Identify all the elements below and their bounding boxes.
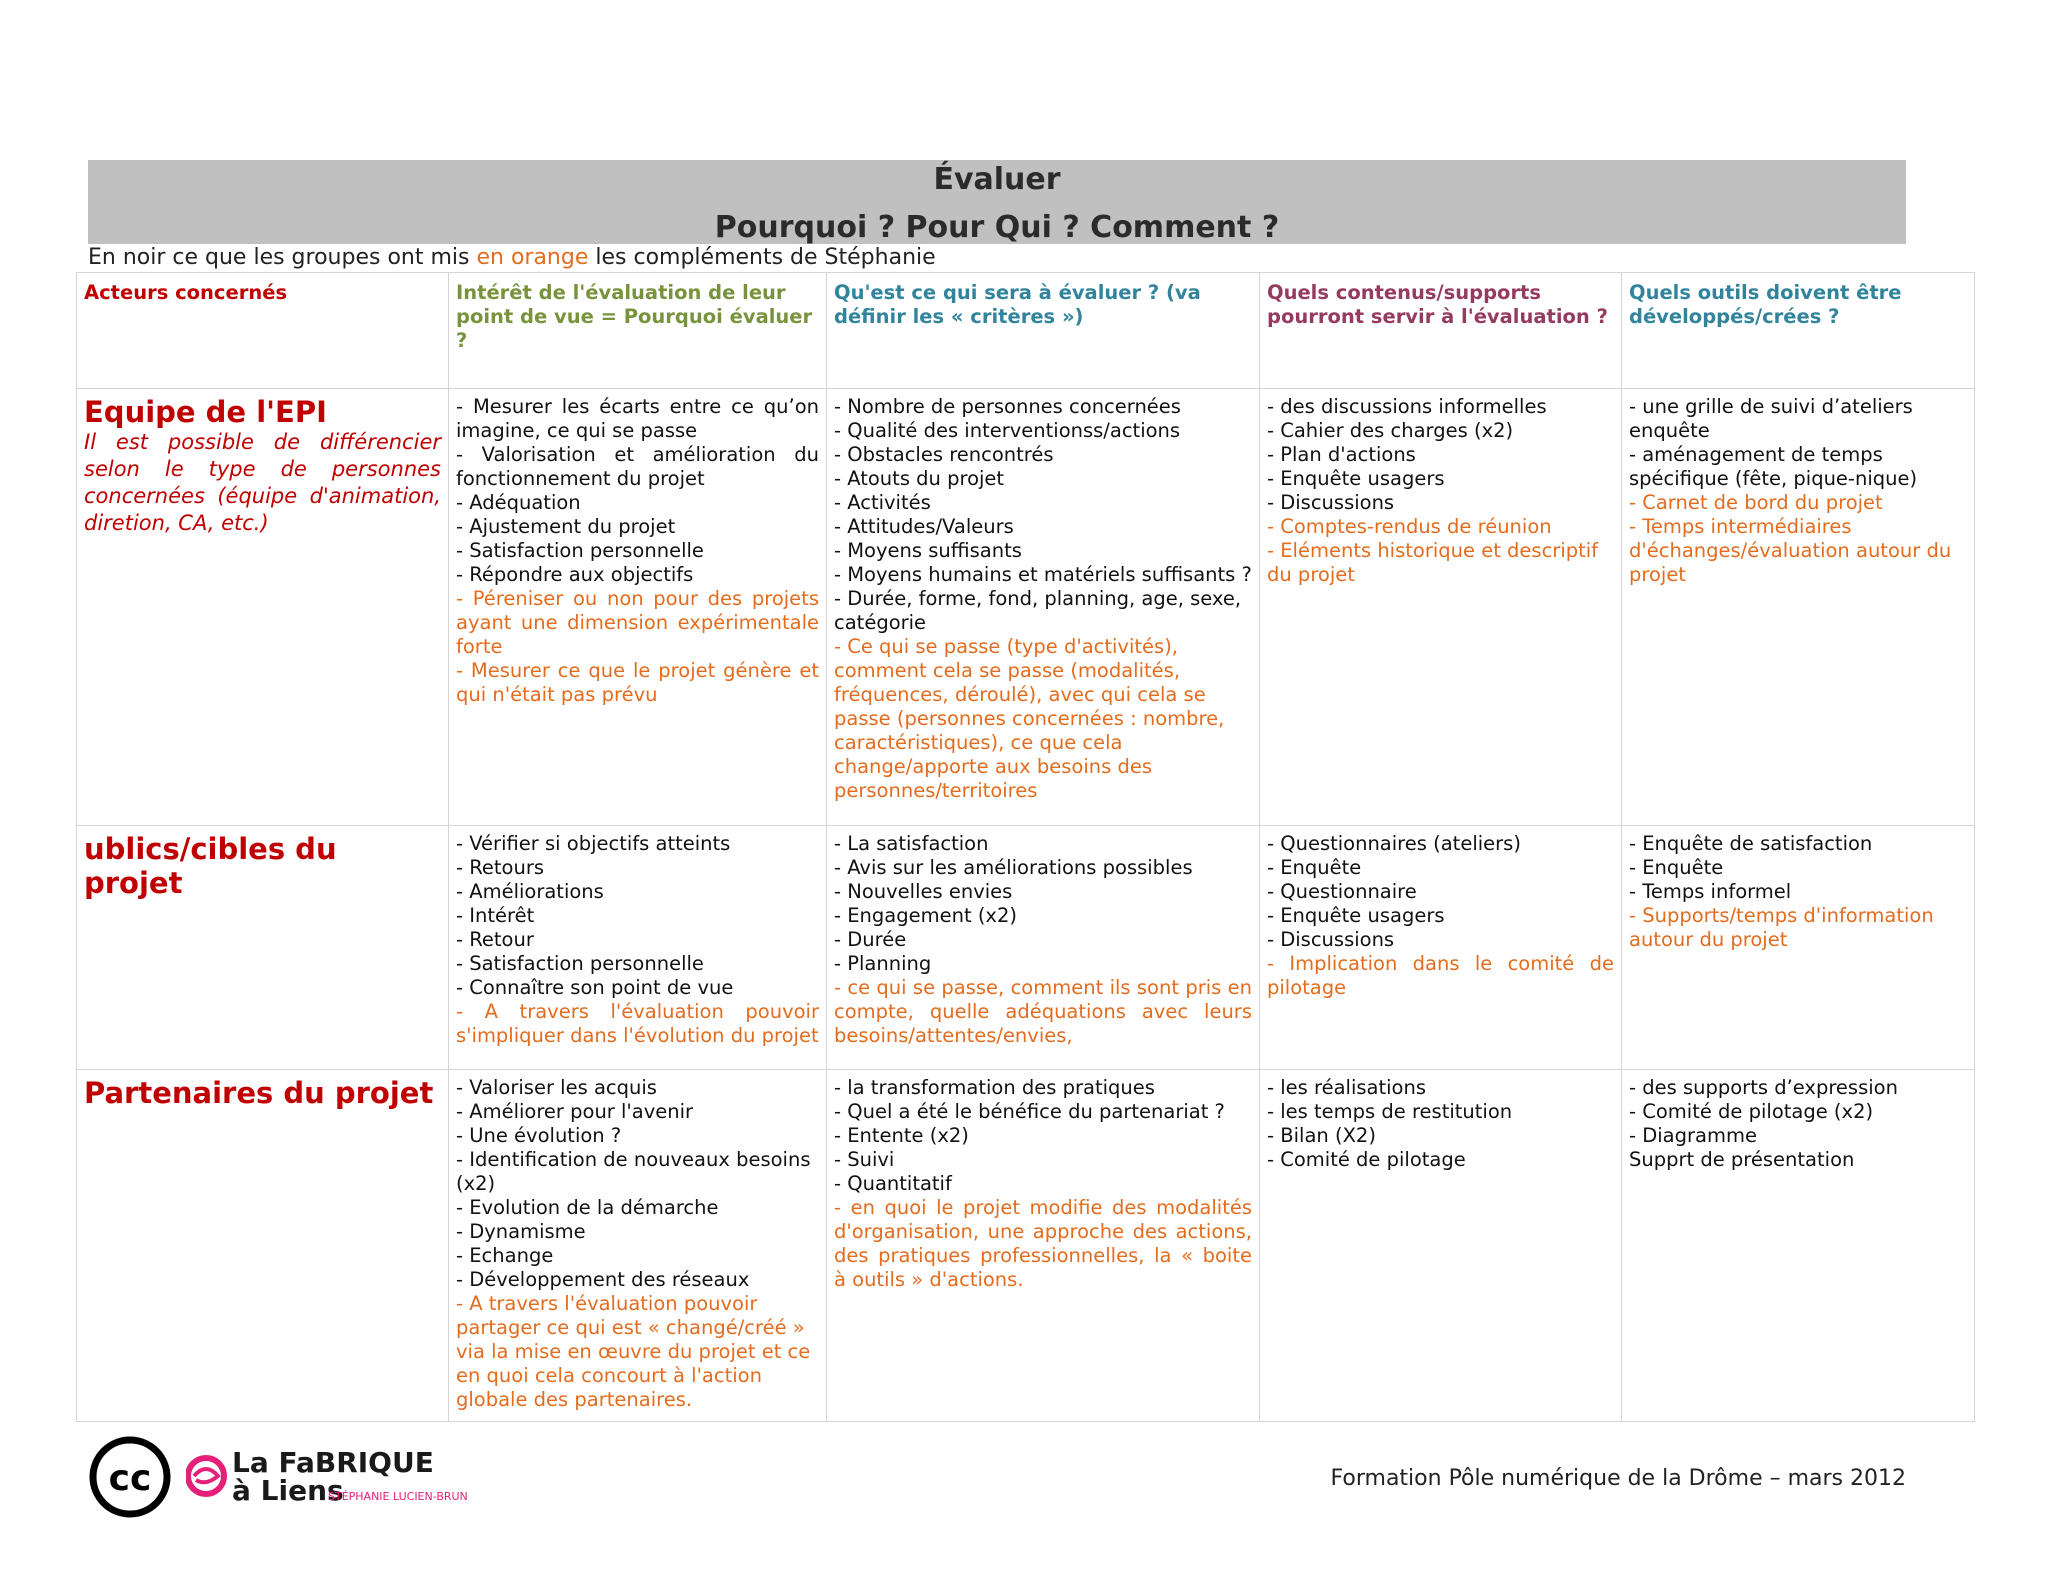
list-item: - Diagramme <box>1629 1124 1757 1147</box>
legend-trailing-text: les compléments de Stéphanie <box>588 245 936 270</box>
list-item: - Retour <box>456 928 534 951</box>
table-row <box>77 826 1975 1070</box>
evaluation-table <box>76 272 1975 1422</box>
list-item: - Plan d'actions <box>1267 443 1416 466</box>
list-item: - Satisfaction personnelle <box>456 952 704 975</box>
row-title: Equipe de l'EPI <box>84 395 327 429</box>
col-header-supports: Quels contenus/supports pourront servir à l'évaluation ? <box>1260 273 1622 389</box>
list-item: - des discussions informelles <box>1267 395 1547 418</box>
list-item: - Identification de nouveaux besoins (x2) <box>456 1148 811 1195</box>
footer-credit: Formation Pôle numérique de la Drôme – mars 2012 <box>1330 1466 1906 1491</box>
cc-logo-text: cc <box>108 1458 152 1499</box>
list-item: - Adéquation <box>456 491 581 514</box>
list-item: - La satisfaction <box>834 832 989 855</box>
color-legend <box>88 244 936 272</box>
list-item: - Enquête de satisfaction <box>1629 832 1873 855</box>
list-item: Supprt de présentation <box>1629 1148 1855 1171</box>
legend-black-text: En noir ce que les groupes ont mis <box>88 245 477 270</box>
supports-cell <box>1260 1070 1622 1422</box>
list-item: - Valorisation et amélioration du fonctionnement du projet <box>456 443 819 490</box>
complement-item: - Mesurer ce que le projet génère et qui n'était pas prévu <box>456 659 819 706</box>
list-item: - Qualité des interventionss/actions <box>834 419 1181 442</box>
list-item: - aménagement de temps spécifique (fête, pique-nique) <box>1629 443 1918 490</box>
complement-item: - Implication dans le comité de pilotage <box>1267 952 1614 999</box>
list-item: - Questionnaire <box>1267 880 1417 903</box>
list-item: - une grille de suivi d’ateliers enquête <box>1629 395 1913 442</box>
list-item: - Dynamisme <box>456 1220 586 1243</box>
list-item: - Planning <box>834 952 932 975</box>
interest-cell <box>449 389 827 826</box>
tools-cell <box>1622 1070 1975 1422</box>
list-item: - les temps de restitution <box>1267 1100 1513 1123</box>
brand-line-1: La FaBRIQUE <box>232 1446 434 1479</box>
list-item: - Questionnaires (ateliers) <box>1267 832 1521 855</box>
complement-item: - ce qui se passe, comment ils sont pris en compte, quelle adéquations avec leurs besoins/attentes/envies, <box>834 976 1252 1047</box>
complement-item: - Péreniser ou non pour des projets ayant une dimension expérimentale forte <box>456 587 819 658</box>
list-item: - Evolution de la démarche <box>456 1196 719 1219</box>
list-item: - Durée, forme, fond, planning, age, sexe, catégorie <box>834 587 1242 634</box>
list-item: - Enquête <box>1629 856 1724 879</box>
list-item: - Engagement (x2) <box>834 904 1017 927</box>
criteria-cell <box>827 389 1260 826</box>
criteria-cell <box>827 826 1260 1070</box>
list-item: - Durée <box>834 928 907 951</box>
row-note: Il est possible de différencier selon le type de personnes concernées (équipe d'animation, diretion, CA, etc.) <box>84 430 441 535</box>
list-item: - Moyens humains et matériels suffisants ? <box>834 563 1252 586</box>
list-item: - Quantitatif <box>834 1172 952 1195</box>
list-item: - Mesurer les écarts entre ce qu’on imagine, ce qui se passe <box>456 395 819 442</box>
row-title: ublics/cibles du projet <box>84 832 337 900</box>
list-item: - Suivi <box>834 1148 895 1171</box>
list-item: - Ajustement du projet <box>456 515 676 538</box>
list-item: - Une évolution ? <box>456 1124 622 1147</box>
interest-cell <box>449 826 827 1070</box>
list-item: - Avis sur les améliorations possibles <box>834 856 1193 879</box>
list-item: - Répondre aux objectifs <box>456 563 694 586</box>
list-item: - Comité de pilotage (x2) <box>1629 1100 1874 1123</box>
tools-cell <box>1622 389 1975 826</box>
list-item: - les réalisations <box>1267 1076 1426 1099</box>
fabrique-a-liens-logo <box>186 1440 476 1510</box>
list-item: - Cahier des charges (x2) <box>1267 419 1514 442</box>
page-title: Évaluer <box>933 162 1061 197</box>
complement-item: - Eléments historique et descriptif du projet <box>1267 539 1599 586</box>
list-item: - Atouts du projet <box>834 467 1005 490</box>
list-item: - Comité de pilotage <box>1267 1148 1466 1171</box>
complement-item: - A travers l'évaluation pouvoir partager ce qui est « changé/créé » via la mise en œuvre du projet et ce en quoi cela concourt à l'action globale des partenaires. <box>456 1292 811 1411</box>
list-item: - la transformation des pratiques <box>834 1076 1155 1099</box>
list-item: - Obstacles rencontrés <box>834 443 1054 466</box>
table-row <box>77 389 1975 826</box>
supports-cell <box>1260 389 1622 826</box>
col-header-criteria: Qu'est ce qui sera à évaluer ? (va définir les « critères ») <box>827 273 1260 389</box>
complement-item: - Temps intermédiaires d'échanges/évaluation autour du projet <box>1629 515 1952 586</box>
legend-orange-text: en orange <box>476 245 589 270</box>
page-subtitle: Pourquoi ? Pour Qui ? Comment ? <box>714 210 1280 245</box>
col-header-tools: Quels outils doivent être développés/crées ? <box>1622 273 1975 389</box>
list-item: - Améliorations <box>456 880 604 903</box>
complement-item: - A travers l'évaluation pouvoir s'impliquer dans l'évolution du projet <box>456 1000 819 1047</box>
list-item: - Temps informel <box>1629 880 1792 903</box>
list-item: - Nombre de personnes concernées <box>834 395 1181 418</box>
list-item: - des supports d’expression <box>1629 1076 1898 1099</box>
list-item: - Quel a été le bénéfice du partenariat ? <box>834 1100 1225 1123</box>
list-item: - Connaître son point de vue <box>456 976 734 999</box>
brand-line-2: à Liens <box>232 1474 344 1507</box>
interest-cell <box>449 1070 827 1422</box>
list-item: - Satisfaction personnelle <box>456 539 704 562</box>
brand-author: STÉPHANIE LUCIEN-BRUN <box>328 1490 468 1503</box>
creative-commons-icon <box>84 1436 176 1518</box>
complement-item: - Comptes-rendus de réunion <box>1267 515 1552 538</box>
list-item: - Retours <box>456 856 545 879</box>
supports-cell <box>1260 826 1622 1070</box>
complement-item: - en quoi le projet modifie des modalités d'organisation, une approche des actions, des pratiques professionnelles, la « boite à outils » d'actions. <box>834 1196 1252 1291</box>
list-item: - Développement des réseaux <box>456 1268 750 1291</box>
list-item: - Intérêt <box>456 904 535 927</box>
row-title: Partenaires du projet <box>84 1076 434 1110</box>
list-item: - Enquête <box>1267 856 1362 879</box>
list-item: - Discussions <box>1267 491 1395 514</box>
list-item: - Activités <box>834 491 931 514</box>
list-item: - Enquête usagers <box>1267 904 1445 927</box>
complement-item: - Supports/temps d'information autour du projet <box>1629 904 1934 951</box>
col-header-interest: Intérêt de l'évaluation de leur point de vue = Pourquoi évaluer ? <box>449 273 827 389</box>
row-actor-cell <box>77 389 449 826</box>
title-banner <box>88 160 1906 244</box>
col-header-actors: Acteurs concernés <box>77 273 449 389</box>
row-actor-cell <box>77 1070 449 1422</box>
row-actor-cell <box>77 826 449 1070</box>
list-item: - Améliorer pour l'avenir <box>456 1100 694 1123</box>
list-item: - Bilan (X2) <box>1267 1124 1376 1147</box>
header-row <box>77 273 1975 389</box>
list-item: - Vérifier si objectifs atteints <box>456 832 731 855</box>
table-row <box>77 1070 1975 1422</box>
list-item: - Attitudes/Valeurs <box>834 515 1014 538</box>
complement-item: - Ce qui se passe (type d'activités), comment cela se passe (modalités, fréquences, déroulé), avec qui cela se passe (personnes concernées : nombre, caractéristiques), ce que cela change/apporte aux besoins des personnes/territoires <box>834 635 1225 802</box>
tools-cell <box>1622 826 1975 1070</box>
list-item: - Valoriser les acquis <box>456 1076 657 1099</box>
list-item: - Moyens suffisants <box>834 539 1022 562</box>
list-item: - Enquête usagers <box>1267 467 1445 490</box>
list-item: - Echange <box>456 1244 554 1267</box>
list-item: - Entente (x2) <box>834 1124 969 1147</box>
list-item: - Nouvelles envies <box>834 880 1013 903</box>
list-item: - Discussions <box>1267 928 1395 951</box>
complement-item: - Carnet de bord du projet <box>1629 491 1883 514</box>
criteria-cell <box>827 1070 1260 1422</box>
